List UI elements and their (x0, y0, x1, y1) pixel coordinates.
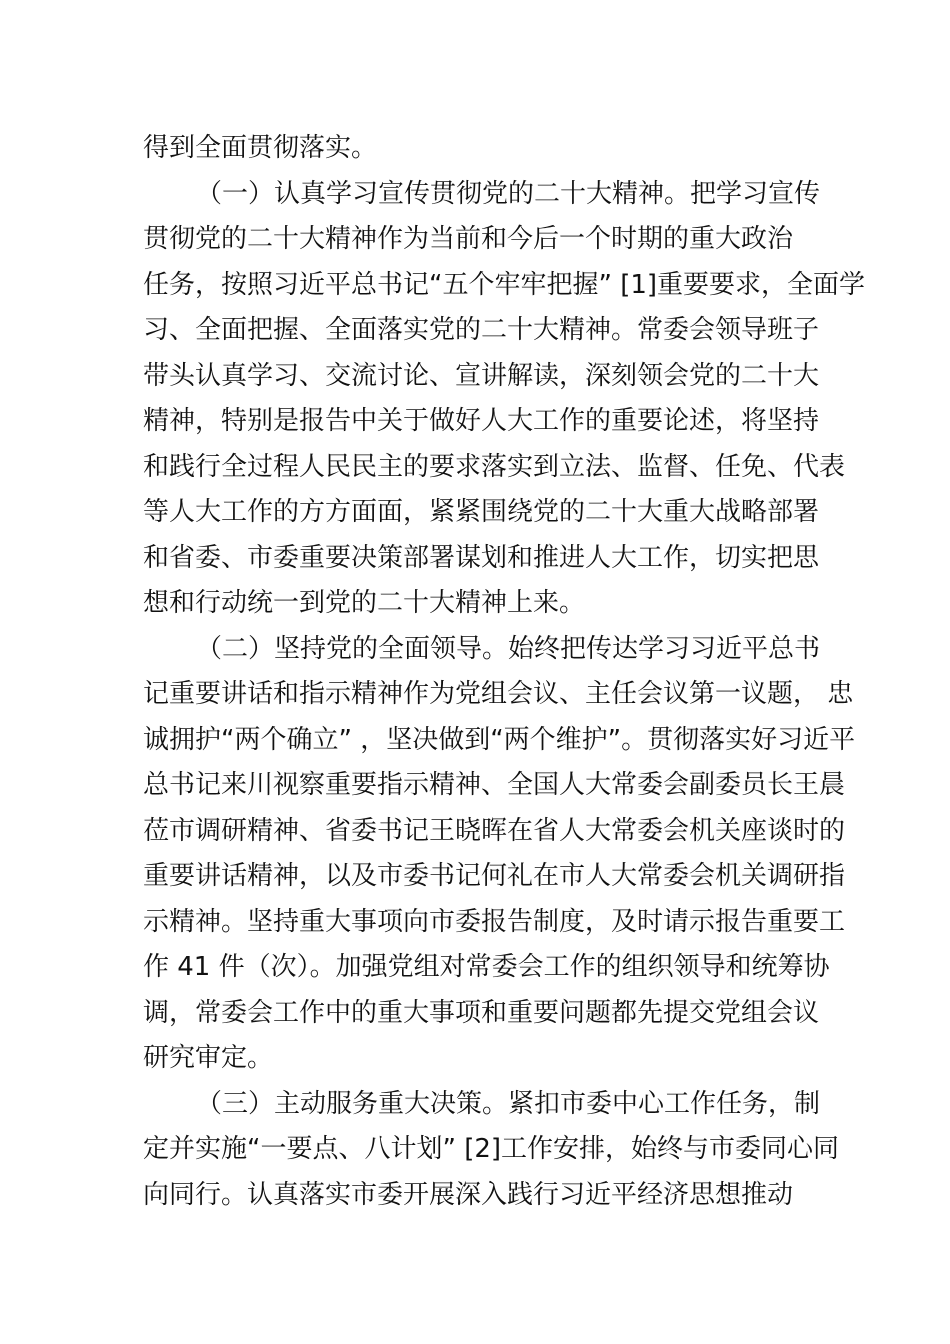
text-line: 得到全面贯彻落实。 (143, 133, 378, 163)
text-line: 和践行全过程人民民主的要求落实到立法、监督、任免、代表 (143, 451, 846, 482)
text-line: 定并实施“一要点、八计划” [2]工作安排，始终与市委同心同 (143, 1134, 840, 1164)
text-line: 调，常委会工作中的重大事项和重要问题都先提交党组会议 (143, 997, 820, 1028)
text-line: 研究审定。 (143, 1043, 274, 1073)
section-heading-line: （一）认真学习宣传贯彻党的二十大精神。把学习宣传 (196, 178, 821, 209)
text-line: 总书记来川视察重要指示精神、全国人大常委会副委员长王晨 (143, 770, 846, 800)
body-text (143, 126, 866, 1218)
text-line: 精神，特别是报告中关于做好人大工作的重要论述，将坚持 (143, 406, 820, 436)
text-line: 贯彻党的二十大精神作为当前和今后一个时期的重大政治 (143, 224, 794, 254)
text-line: 和省委、市委重要决策部署谋划和推进人大工作，切实把思 (143, 542, 820, 573)
text-line: 示精神。坚持重大事项向市委报告制度，及时请示报告重要工 (143, 906, 846, 937)
section-heading-line: （三）主动服务重大决策。紧扣市委中心工作任务，制 (196, 1088, 821, 1119)
text-line: 诚拥护“两个确立” ，坚决做到“两个维护”。贯彻落实好习近平 (143, 724, 856, 755)
text-line: 莅市调研精神、省委书记王晓晖在省人大常委会机关座谈时的 (143, 815, 846, 846)
text-line: 向同行。认真落实市委开展深入践行习近平经济思想推动 (143, 1179, 794, 1210)
text-line: 习、全面把握、全面落实党的二十大精神。常委会领导班子 (143, 315, 820, 345)
text-line: 作 41 件（次）。加强党组对常委会工作的组织领导和统筹协 (143, 952, 830, 982)
text-line: 重要讲话精神，以及市委书记何礼在市人大常委会机关调研指 (143, 861, 846, 891)
text-line: 任务，按照习近平总书记“五个牢牢把握” [1]重要要求，全面学 (143, 269, 866, 300)
text-line: 记重要讲话和指示精神作为党组会议、主任会议第一议题， 忠 (143, 679, 854, 709)
text-line: 想和行动统一到党的二十大精神上来。 (143, 588, 586, 618)
text-line: 等人大工作的方方面面，紧紧围绕党的二十大重大战略部署 (143, 497, 820, 527)
section-heading-line: （二）坚持党的全面领导。始终把传达学习习近平总书 (196, 633, 821, 664)
text-line: 带头认真学习、交流讨论、宣讲解读，深刻领会党的二十大 (143, 360, 820, 391)
